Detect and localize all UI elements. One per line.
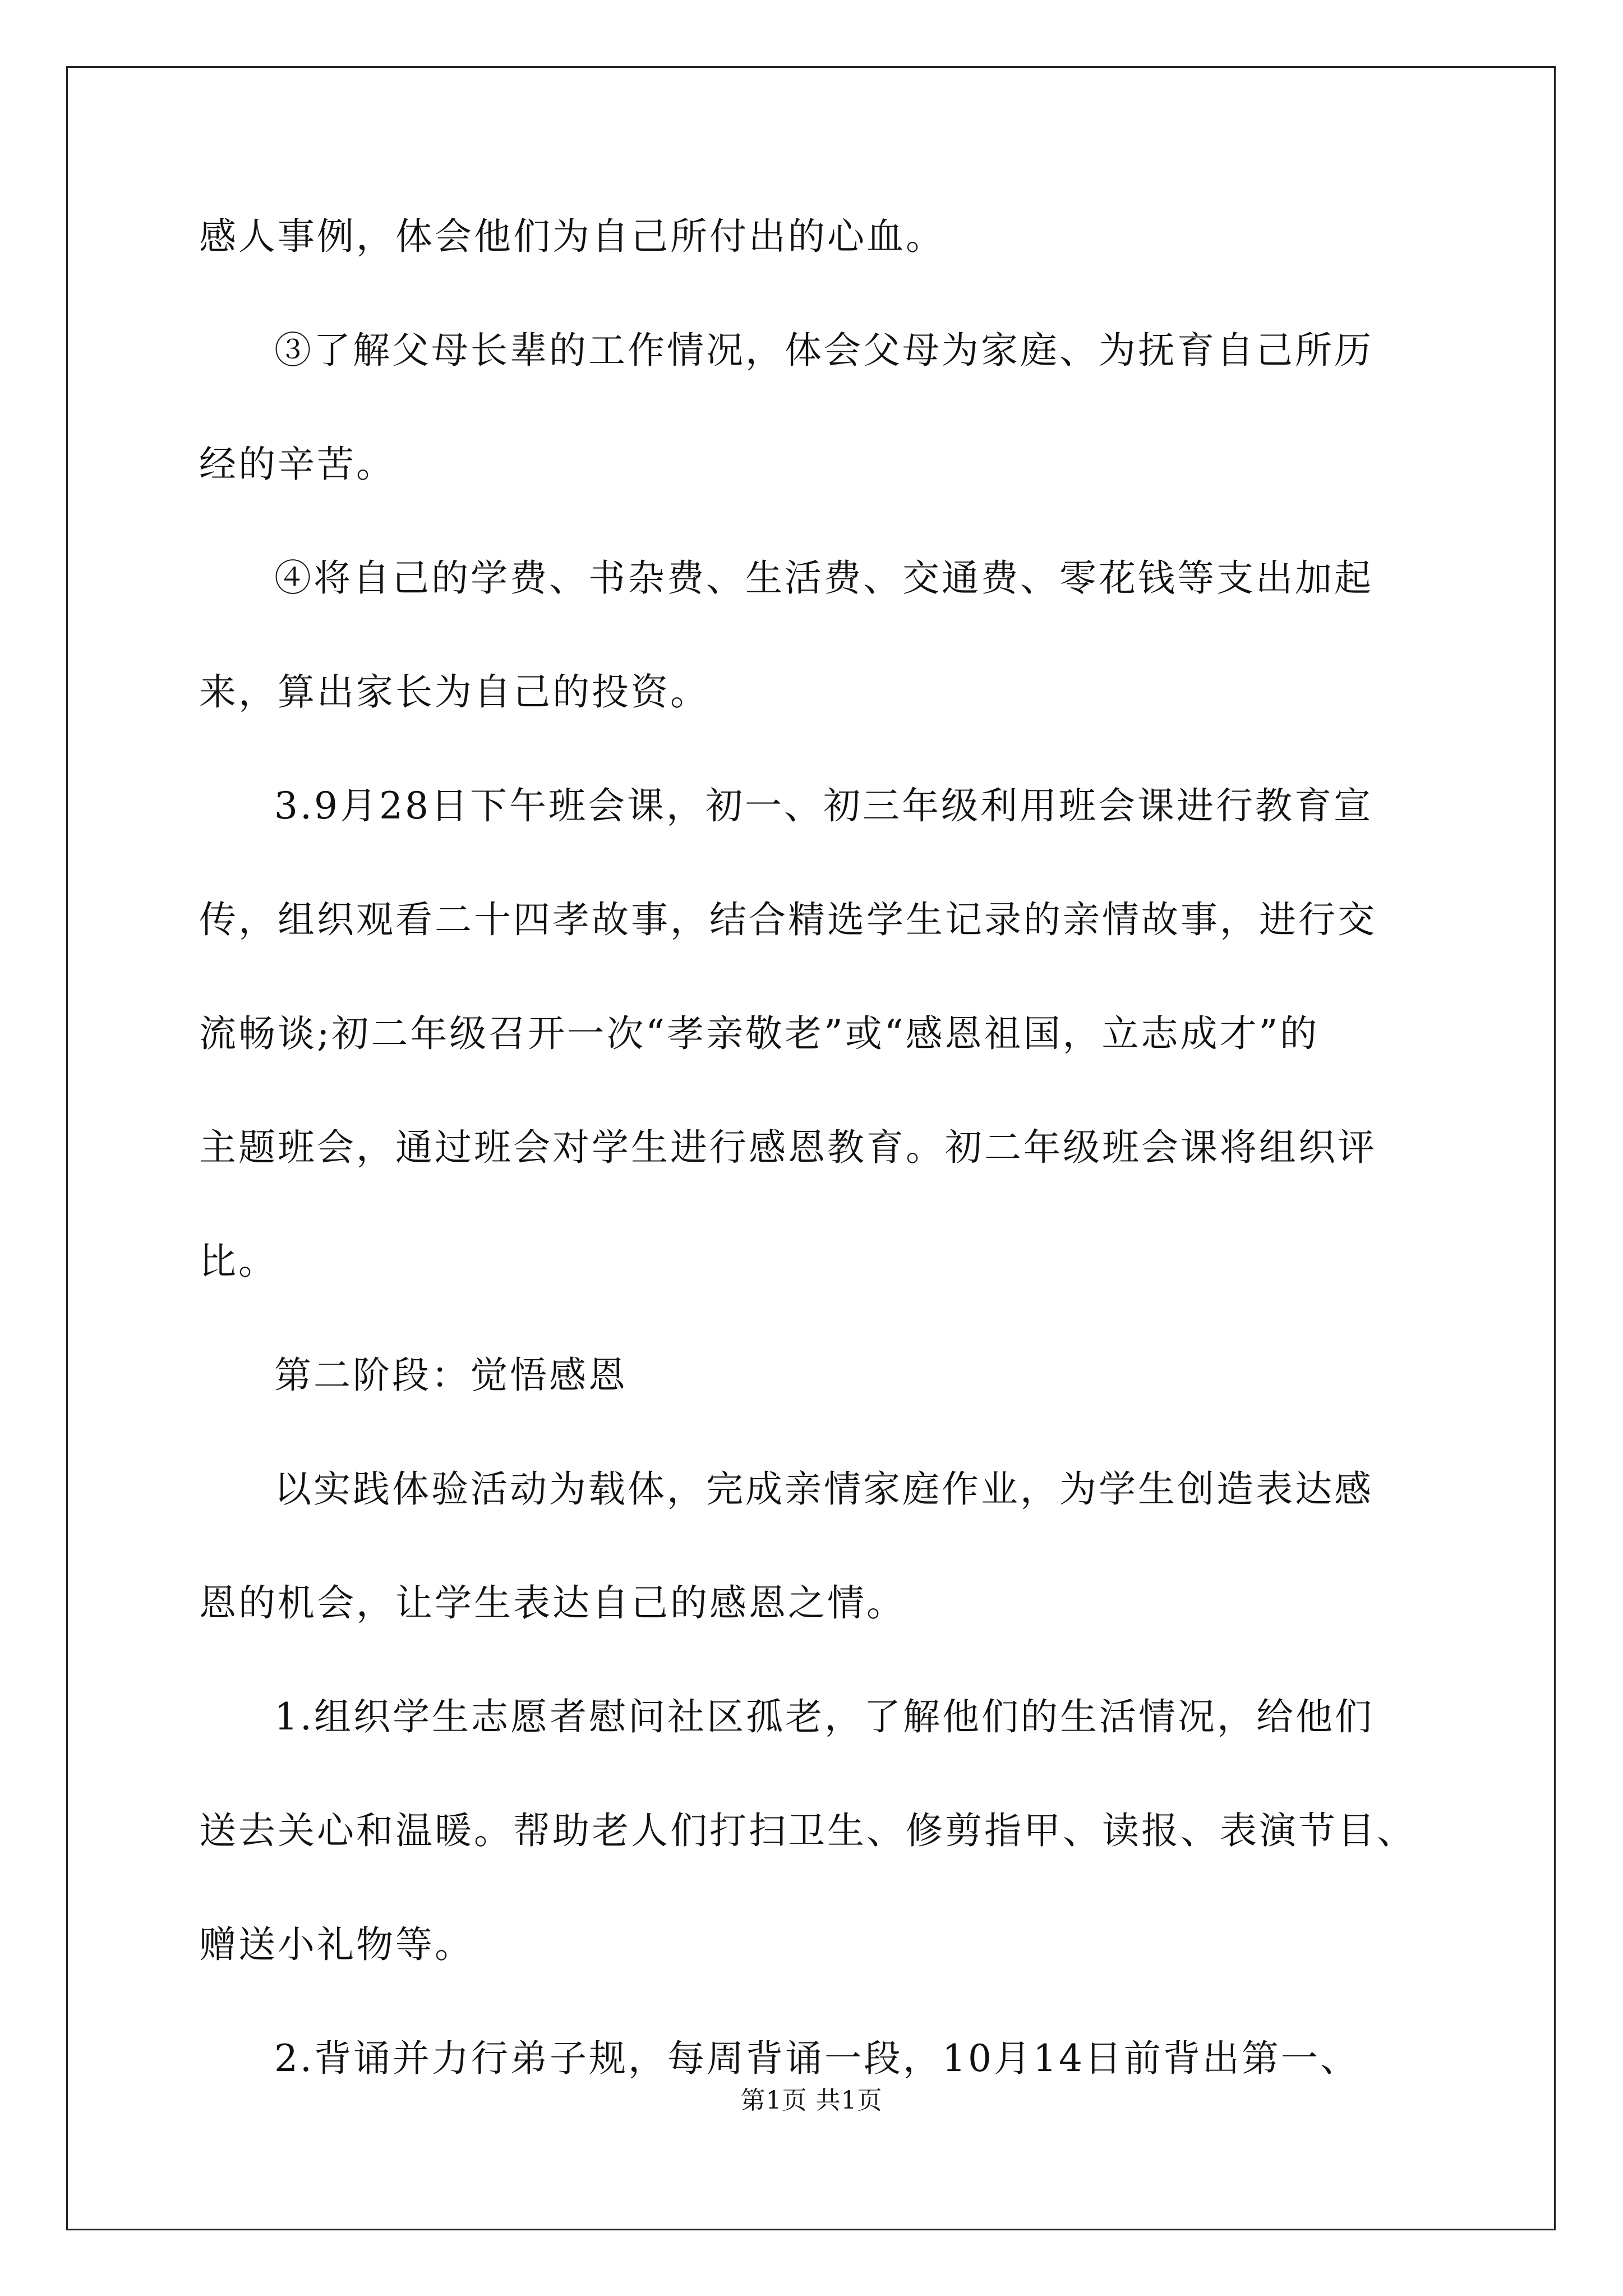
text-line: 感人事例，体会他们为自己所付出的心血。 bbox=[199, 215, 945, 258]
page-number-footer: 第1页 共1页 bbox=[740, 2086, 883, 2115]
text-line: 以实践体验活动为载体，完成亲情家庭作业，为学生创造表达感 bbox=[274, 1467, 1373, 1511]
text-line: 1.组织学生志愿者慰问社区孤老，了解他们的生活情况，给他们 bbox=[274, 1695, 1374, 1738]
text-line: 比。 bbox=[199, 1240, 278, 1283]
text-line: 主题班会，通过班会对学生进行感恩教育。初二年级班会课将组织评 bbox=[199, 1126, 1377, 1169]
text-line: 送去关心和温暖。帮助老人们打扫卫生、修剪指甲、读报、表演节目、 bbox=[199, 1809, 1416, 1852]
text-line: 来，算出家长为自己的投资。 bbox=[199, 670, 709, 714]
text-line: ④将自己的学费、书杂费、生活费、交通费、零花钱等支出加起 bbox=[274, 556, 1373, 600]
text-line: 恩的机会，让学生表达自己的感恩之情。 bbox=[199, 1581, 906, 1625]
text-line: 流畅谈;初二年级召开一次“孝亲敬老”或“感恩祖国，立志成才”的 bbox=[199, 1012, 1320, 1055]
text-line: 经的辛苦。 bbox=[199, 443, 395, 486]
text-line: 2.背诵并力行弟子规，每周背诵一段，10月14日前背出第一、 bbox=[274, 2037, 1359, 2080]
text-line: 传，组织观看二十四孝故事，结合精选学生记录的亲情故事，进行交 bbox=[199, 898, 1377, 941]
section-heading: 第二阶段：觉悟感恩 bbox=[274, 1354, 628, 1397]
text-line: 3.9月28日下午班会课，初一、初三年级利用班会课进行教育宣 bbox=[274, 784, 1373, 827]
text-line: ③了解父母长辈的工作情况，体会父母为家庭、为抚育自己所历 bbox=[274, 329, 1373, 372]
text-line: 赠送小礼物等。 bbox=[199, 1923, 474, 1966]
